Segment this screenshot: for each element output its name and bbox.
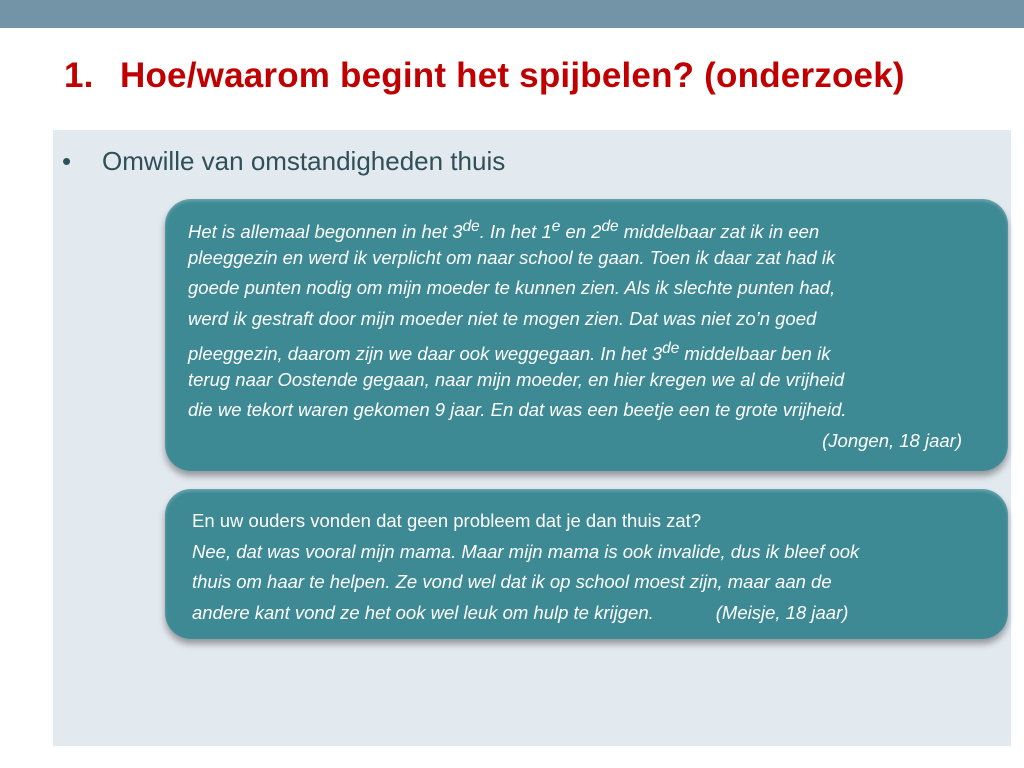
quote2-attribution: (Meisje, 18 jaar) <box>715 601 849 623</box>
quote1-line-7: die we tekort waren gekomen 9 jaar. En dat was een beetje een te grote vrijheid. <box>188 399 847 420</box>
quote2-line-4: andere kant vond ze het ook wel leuk om hulp te krijgen. <box>192 601 654 623</box>
quote1-line-6: terug naar Oostende gegaan, naar mijn moeder, en hier kregen we al de vrijheid <box>188 368 845 390</box>
quote2-line-3: thuis om haar te helpen. Ze vond wel dat ik op school moest zijn, maar aan de <box>192 571 832 592</box>
quote-bubble-boy <box>165 199 1008 471</box>
quote1-sup-4: de <box>662 340 680 357</box>
quote1-line-1 <box>188 212 988 243</box>
bullet-text: Omwille van omstandigheden thuis <box>102 146 506 176</box>
title-number: 1. <box>64 56 94 95</box>
quote1-line-1-part-c: en 2 <box>560 221 602 243</box>
title-text: Hoe/waarom begint het spijbelen? (onderzoek) <box>120 56 905 95</box>
quote1-sup-2: e <box>551 218 561 235</box>
quote1-line-3: goede punten nodig om mijn moeder te kunnen zien. Als ik slechte punten had, <box>188 277 836 298</box>
quote2-line-2: Nee, dat was vooral mijn mama. Maar mijn mama is ook invalide, dus ik bleef ook <box>192 540 860 562</box>
bullet-icon: • <box>62 146 72 176</box>
quote1-line-1-part-a: Het is allemaal begonnen in het 3 <box>188 221 463 243</box>
quote1-line-5-part-a: pleeggezin, daarom zijn we daar ook weggegaan. In het 3 <box>188 343 663 365</box>
quote1-line-1-part-d: middelbaar zat ik in een <box>618 221 820 243</box>
quote1-line-5 <box>188 334 988 365</box>
quote1-attribution: (Jongen, 18 jaar) <box>822 429 962 451</box>
quote1-sup-1: de <box>462 218 480 235</box>
quote2-line-4-row <box>192 598 988 629</box>
slide-title <box>64 56 1014 96</box>
top-band <box>0 0 1024 28</box>
quote1-line-4: werd ik gestraft door mijn moeder niet te mogen zien. Dat was niet zo’n goed <box>188 307 817 329</box>
quote-bubble-girl <box>165 489 1008 639</box>
quote1-line-2: pleeggezin en werd ik verplicht om naar school te gaan. Toen ik daar zat had ik <box>188 246 836 268</box>
quote1-line-1-part-b: . In het 1 <box>479 221 552 243</box>
bullet-item <box>62 146 505 177</box>
quote2-question: En uw ouders vonden dat geen probleem dat je dan thuis zat? <box>192 510 702 531</box>
quote1-line-5-part-b: middelbaar ben ik <box>679 343 831 365</box>
quote1-sup-3: de <box>601 218 619 235</box>
